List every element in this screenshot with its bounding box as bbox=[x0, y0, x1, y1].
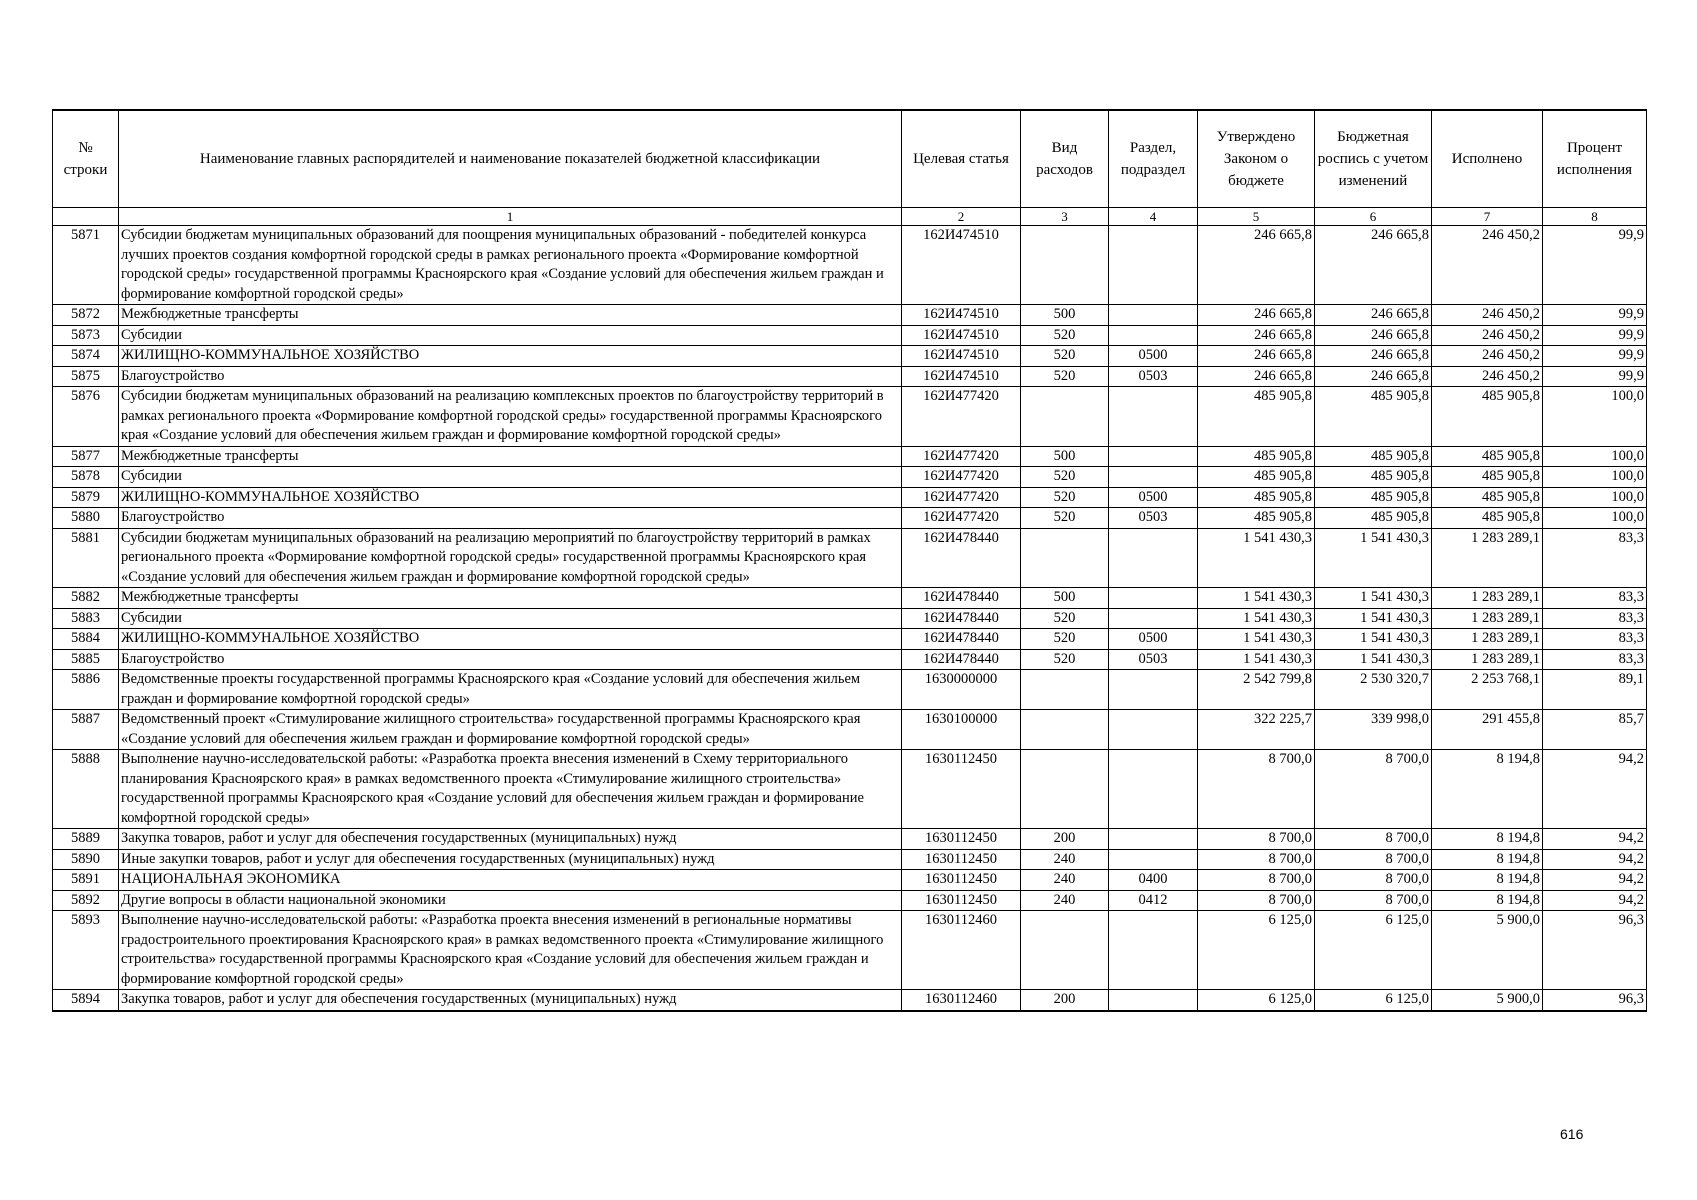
target-article-cell: 1630100000 bbox=[902, 710, 1021, 750]
executed-amount-cell: 5 900,0 bbox=[1432, 990, 1543, 1011]
approved-amount-cell: 8 700,0 bbox=[1198, 829, 1315, 850]
section-cell bbox=[1109, 608, 1198, 629]
row-name-cell: Субсидии bbox=[119, 467, 902, 488]
percent-cell: 100,0 bbox=[1543, 487, 1647, 508]
budget-amount-cell: 485 905,8 bbox=[1315, 387, 1432, 447]
executed-amount-cell: 485 905,8 bbox=[1432, 467, 1543, 488]
section-cell bbox=[1109, 670, 1198, 710]
expense-type-cell: 520 bbox=[1021, 629, 1109, 650]
percent-cell: 83,3 bbox=[1543, 649, 1647, 670]
section-cell: 0503 bbox=[1109, 508, 1198, 529]
executed-amount-cell: 8 194,8 bbox=[1432, 870, 1543, 891]
row-number-cell: 5891 bbox=[53, 870, 119, 891]
row-number-cell: 5872 bbox=[53, 305, 119, 326]
executed-amount-cell: 8 194,8 bbox=[1432, 890, 1543, 911]
approved-amount-cell: 485 905,8 bbox=[1198, 508, 1315, 529]
row-number-cell: 5893 bbox=[53, 911, 119, 990]
expense-type-cell: 520 bbox=[1021, 325, 1109, 346]
executed-amount-cell: 246 450,2 bbox=[1432, 346, 1543, 367]
table-row bbox=[53, 608, 1647, 629]
row-number-cell: 5885 bbox=[53, 649, 119, 670]
table-body bbox=[53, 226, 1647, 1011]
row-name-cell: Межбюджетные трансферты bbox=[119, 588, 902, 609]
executed-amount-cell: 8 194,8 bbox=[1432, 750, 1543, 829]
executed-amount-cell: 1 283 289,1 bbox=[1432, 528, 1543, 588]
approved-amount-cell: 485 905,8 bbox=[1198, 487, 1315, 508]
budget-amount-cell: 8 700,0 bbox=[1315, 890, 1432, 911]
section-cell: 0412 bbox=[1109, 890, 1198, 911]
approved-amount-cell: 485 905,8 bbox=[1198, 387, 1315, 447]
row-name-cell: Иные закупки товаров, работ и услуг для обеспечения государственных (муниципальных) нужд bbox=[119, 849, 902, 870]
target-article-cell: 162И477420 bbox=[902, 467, 1021, 488]
table-row bbox=[53, 446, 1647, 467]
section-cell: 0503 bbox=[1109, 366, 1198, 387]
expense-type-cell: 240 bbox=[1021, 849, 1109, 870]
approved-amount-cell: 485 905,8 bbox=[1198, 446, 1315, 467]
percent-cell: 100,0 bbox=[1543, 446, 1647, 467]
executed-amount-cell: 1 283 289,1 bbox=[1432, 629, 1543, 650]
section-cell bbox=[1109, 750, 1198, 829]
budget-amount-cell: 1 541 430,3 bbox=[1315, 528, 1432, 588]
section-cell bbox=[1109, 387, 1198, 447]
approved-amount-cell: 1 541 430,3 bbox=[1198, 608, 1315, 629]
target-article-cell: 162И474510 bbox=[902, 366, 1021, 387]
table-row bbox=[53, 366, 1647, 387]
section-cell bbox=[1109, 446, 1198, 467]
percent-cell: 100,0 bbox=[1543, 387, 1647, 447]
budget-amount-cell: 2 530 320,7 bbox=[1315, 670, 1432, 710]
percent-cell: 94,2 bbox=[1543, 890, 1647, 911]
row-name-cell: ЖИЛИЩНО-КОММУНАЛЬНОЕ ХОЗЯЙСТВО bbox=[119, 346, 902, 367]
percent-cell: 99,9 bbox=[1543, 346, 1647, 367]
target-article-cell: 162И478440 bbox=[902, 629, 1021, 650]
percent-cell: 83,3 bbox=[1543, 629, 1647, 650]
table-row bbox=[53, 487, 1647, 508]
row-name-cell: Благоустройство bbox=[119, 649, 902, 670]
approved-amount-cell: 246 665,8 bbox=[1198, 226, 1315, 305]
section-cell bbox=[1109, 911, 1198, 990]
approved-amount-cell: 322 225,7 bbox=[1198, 710, 1315, 750]
page-number: 616 bbox=[1560, 1126, 1584, 1142]
row-name-cell: Благоустройство bbox=[119, 366, 902, 387]
percent-cell: 99,9 bbox=[1543, 226, 1647, 305]
section-cell: 0500 bbox=[1109, 346, 1198, 367]
target-article-cell: 162И477420 bbox=[902, 508, 1021, 529]
target-article-cell: 162И477420 bbox=[902, 446, 1021, 467]
expense-type-cell: 520 bbox=[1021, 508, 1109, 529]
row-name-cell: Выполнение научно-исследовательской работы: «Разработка проекта внесения изменений в региональные нормативы градостроительного проектирования Красноярского края» в рамках ведомственного проекта «Стимулирование жилищного строительства» государственной программы Красноярского края «Создание условий для обеспечения жильем граждан и формирование комфортной городской среды» bbox=[119, 911, 902, 990]
approved-amount-cell: 1 541 430,3 bbox=[1198, 649, 1315, 670]
expense-type-cell: 520 bbox=[1021, 487, 1109, 508]
section-cell bbox=[1109, 990, 1198, 1011]
budget-amount-cell: 6 125,0 bbox=[1315, 990, 1432, 1011]
expense-type-cell: 500 bbox=[1021, 446, 1109, 467]
executed-amount-cell: 2 253 768,1 bbox=[1432, 670, 1543, 710]
budget-amount-cell: 246 665,8 bbox=[1315, 226, 1432, 305]
budget-amount-cell: 246 665,8 bbox=[1315, 346, 1432, 367]
section-cell bbox=[1109, 588, 1198, 609]
section-cell bbox=[1109, 467, 1198, 488]
section-cell bbox=[1109, 829, 1198, 850]
budget-amount-cell: 246 665,8 bbox=[1315, 366, 1432, 387]
column-numbers-row bbox=[53, 208, 1647, 226]
row-name-cell: Ведомственный проект «Стимулирование жилищного строительства» государственной программы Красноярского края «Создание условий для обеспечения жильем граждан и формирование комфортной городской среды» bbox=[119, 710, 902, 750]
executed-amount-cell: 246 450,2 bbox=[1432, 226, 1543, 305]
target-article-cell: 162И477420 bbox=[902, 487, 1021, 508]
percent-cell: 99,9 bbox=[1543, 305, 1647, 326]
budget-amount-cell: 8 700,0 bbox=[1315, 829, 1432, 850]
target-article-cell: 1630000000 bbox=[902, 670, 1021, 710]
table-row bbox=[53, 829, 1647, 850]
row-number-cell: 5888 bbox=[53, 750, 119, 829]
table-row bbox=[53, 629, 1647, 650]
target-article-cell: 1630112450 bbox=[902, 890, 1021, 911]
table-row bbox=[53, 528, 1647, 588]
header-percent: Процент исполнения bbox=[1543, 110, 1647, 208]
expense-type-cell: 520 bbox=[1021, 649, 1109, 670]
table-row bbox=[53, 649, 1647, 670]
row-number-cell: 5877 bbox=[53, 446, 119, 467]
approved-amount-cell: 8 700,0 bbox=[1198, 890, 1315, 911]
expense-type-cell: 500 bbox=[1021, 588, 1109, 609]
table-row bbox=[53, 710, 1647, 750]
executed-amount-cell: 8 194,8 bbox=[1432, 849, 1543, 870]
expense-type-cell bbox=[1021, 670, 1109, 710]
row-number-cell: 5889 bbox=[53, 829, 119, 850]
executed-amount-cell: 246 450,2 bbox=[1432, 325, 1543, 346]
budget-table bbox=[52, 109, 1647, 1012]
section-cell: 0503 bbox=[1109, 649, 1198, 670]
header-executed: Исполнено bbox=[1432, 110, 1543, 208]
header-budget-list: Бюджетная роспись с учетом изменений bbox=[1315, 110, 1432, 208]
column-number: 2 bbox=[902, 208, 1021, 226]
target-article-cell: 162И474510 bbox=[902, 305, 1021, 326]
row-name-cell: Межбюджетные трансферты bbox=[119, 305, 902, 326]
expense-type-cell: 520 bbox=[1021, 608, 1109, 629]
row-number-cell: 5880 bbox=[53, 508, 119, 529]
column-number: 7 bbox=[1432, 208, 1543, 226]
approved-amount-cell: 1 541 430,3 bbox=[1198, 629, 1315, 650]
row-number-cell: 5879 bbox=[53, 487, 119, 508]
executed-amount-cell: 1 283 289,1 bbox=[1432, 608, 1543, 629]
approved-amount-cell: 246 665,8 bbox=[1198, 305, 1315, 326]
row-name-cell: НАЦИОНАЛЬНАЯ ЭКОНОМИКА bbox=[119, 870, 902, 891]
expense-type-cell: 240 bbox=[1021, 890, 1109, 911]
percent-cell: 94,2 bbox=[1543, 829, 1647, 850]
budget-amount-cell: 6 125,0 bbox=[1315, 911, 1432, 990]
row-name-cell: Субсидии бюджетам муниципальных образований на реализацию мероприятий по благоустройству территорий в рамках регионального проекта «Формирование комфортной городской среды» государственной программы Красноярского края «Создание условий для обеспечения жильем граждан и формирование комфортной городской среды» bbox=[119, 528, 902, 588]
row-name-cell: Закупка товаров, работ и услуг для обеспечения государственных (муниципальных) нужд bbox=[119, 990, 902, 1011]
executed-amount-cell: 8 194,8 bbox=[1432, 829, 1543, 850]
header-approved: Утверждено Законом о бюджете bbox=[1198, 110, 1315, 208]
column-number-blank bbox=[53, 208, 119, 226]
row-number-cell: 5892 bbox=[53, 890, 119, 911]
executed-amount-cell: 246 450,2 bbox=[1432, 305, 1543, 326]
row-name-cell: Межбюджетные трансферты bbox=[119, 446, 902, 467]
table-row bbox=[53, 325, 1647, 346]
percent-cell: 83,3 bbox=[1543, 608, 1647, 629]
row-name-cell: Субсидии бюджетам муниципальных образований для поощрения муниципальных образований - победителей конкурса лучших проектов создания комфортной городской среды в рамках регионального проекта «Формирование комфортной городской среды» государственной программы Красноярского края «Создание условий для обеспечения жильем граждан и формирование комфортной городской среды» bbox=[119, 226, 902, 305]
target-article-cell: 1630112460 bbox=[902, 911, 1021, 990]
expense-type-cell bbox=[1021, 387, 1109, 447]
row-name-cell: Субсидии bbox=[119, 608, 902, 629]
expense-type-cell: 520 bbox=[1021, 366, 1109, 387]
expense-type-cell: 200 bbox=[1021, 829, 1109, 850]
budget-amount-cell: 485 905,8 bbox=[1315, 487, 1432, 508]
percent-cell: 85,7 bbox=[1543, 710, 1647, 750]
row-name-cell: Субсидии бюджетам муниципальных образований на реализацию комплексных проектов по благоустройству территорий в рамках регионального проекта «Формирование комфортной городской среды» государственной программы Красноярского края «Создание условий для обеспечения жильем граждан и формирование комфортной городской среды» bbox=[119, 387, 902, 447]
budget-amount-cell: 485 905,8 bbox=[1315, 467, 1432, 488]
row-name-cell: Закупка товаров, работ и услуг для обеспечения государственных (муниципальных) нужд bbox=[119, 829, 902, 850]
row-number-cell: 5873 bbox=[53, 325, 119, 346]
percent-cell: 99,9 bbox=[1543, 325, 1647, 346]
row-number-cell: 5887 bbox=[53, 710, 119, 750]
table-row bbox=[53, 305, 1647, 326]
row-name-cell: Выполнение научно-исследовательской работы: «Разработка проекта внесения изменений в Схему территориального планирования Красноярского края» в рамках ведомственного проекта «Стимулирование жилищного строительства» государственной программы Красноярского края «Создание условий для обеспечения жильем граждан и формирование комфортной городской среды» bbox=[119, 750, 902, 829]
executed-amount-cell: 291 455,8 bbox=[1432, 710, 1543, 750]
column-number: 8 bbox=[1543, 208, 1647, 226]
expense-type-cell: 200 bbox=[1021, 990, 1109, 1011]
budget-amount-cell: 246 665,8 bbox=[1315, 305, 1432, 326]
target-article-cell: 1630112450 bbox=[902, 870, 1021, 891]
budget-amount-cell: 1 541 430,3 bbox=[1315, 649, 1432, 670]
table-row bbox=[53, 990, 1647, 1011]
section-cell: 0500 bbox=[1109, 629, 1198, 650]
budget-amount-cell: 8 700,0 bbox=[1315, 870, 1432, 891]
percent-cell: 83,3 bbox=[1543, 588, 1647, 609]
budget-amount-cell: 1 541 430,3 bbox=[1315, 608, 1432, 629]
row-name-cell: Другие вопросы в области национальной экономики bbox=[119, 890, 902, 911]
column-number: 3 bbox=[1021, 208, 1109, 226]
target-article-cell: 1630112450 bbox=[902, 750, 1021, 829]
column-number: 5 bbox=[1198, 208, 1315, 226]
approved-amount-cell: 8 700,0 bbox=[1198, 849, 1315, 870]
approved-amount-cell: 8 700,0 bbox=[1198, 750, 1315, 829]
column-number: 1 bbox=[119, 208, 902, 226]
target-article-cell: 1630112450 bbox=[902, 829, 1021, 850]
row-number-cell: 5883 bbox=[53, 608, 119, 629]
row-name-cell: Благоустройство bbox=[119, 508, 902, 529]
approved-amount-cell: 246 665,8 bbox=[1198, 346, 1315, 367]
target-article-cell: 162И474510 bbox=[902, 325, 1021, 346]
column-number: 4 bbox=[1109, 208, 1198, 226]
table-row bbox=[53, 849, 1647, 870]
column-number: 6 bbox=[1315, 208, 1432, 226]
budget-amount-cell: 8 700,0 bbox=[1315, 849, 1432, 870]
budget-amount-cell: 1 541 430,3 bbox=[1315, 629, 1432, 650]
budget-amount-cell: 339 998,0 bbox=[1315, 710, 1432, 750]
executed-amount-cell: 1 283 289,1 bbox=[1432, 649, 1543, 670]
budget-amount-cell: 1 541 430,3 bbox=[1315, 588, 1432, 609]
section-cell bbox=[1109, 849, 1198, 870]
percent-cell: 100,0 bbox=[1543, 508, 1647, 529]
table-row bbox=[53, 911, 1647, 990]
table-row bbox=[53, 890, 1647, 911]
approved-amount-cell: 1 541 430,3 bbox=[1198, 528, 1315, 588]
budget-amount-cell: 8 700,0 bbox=[1315, 750, 1432, 829]
percent-cell: 94,2 bbox=[1543, 870, 1647, 891]
expense-type-cell bbox=[1021, 750, 1109, 829]
percent-cell: 89,1 bbox=[1543, 670, 1647, 710]
expense-type-cell: 520 bbox=[1021, 346, 1109, 367]
row-number-cell: 5886 bbox=[53, 670, 119, 710]
table-row bbox=[53, 226, 1647, 305]
budget-amount-cell: 246 665,8 bbox=[1315, 325, 1432, 346]
table-row bbox=[53, 508, 1647, 529]
approved-amount-cell: 2 542 799,8 bbox=[1198, 670, 1315, 710]
percent-cell: 96,3 bbox=[1543, 990, 1647, 1011]
executed-amount-cell: 5 900,0 bbox=[1432, 911, 1543, 990]
row-number-cell: 5876 bbox=[53, 387, 119, 447]
approved-amount-cell: 6 125,0 bbox=[1198, 911, 1315, 990]
header-expense-type: Вид расходов bbox=[1021, 110, 1109, 208]
expense-type-cell bbox=[1021, 911, 1109, 990]
row-number-cell: 5874 bbox=[53, 346, 119, 367]
table-row bbox=[53, 670, 1647, 710]
section-cell bbox=[1109, 710, 1198, 750]
approved-amount-cell: 485 905,8 bbox=[1198, 467, 1315, 488]
percent-cell: 99,9 bbox=[1543, 366, 1647, 387]
row-number-cell: 5884 bbox=[53, 629, 119, 650]
approved-amount-cell: 6 125,0 bbox=[1198, 990, 1315, 1011]
executed-amount-cell: 485 905,8 bbox=[1432, 446, 1543, 467]
target-article-cell: 162И474510 bbox=[902, 346, 1021, 367]
executed-amount-cell: 246 450,2 bbox=[1432, 366, 1543, 387]
row-number-cell: 5882 bbox=[53, 588, 119, 609]
percent-cell: 94,2 bbox=[1543, 849, 1647, 870]
row-number-cell: 5894 bbox=[53, 990, 119, 1011]
budget-amount-cell: 485 905,8 bbox=[1315, 508, 1432, 529]
approved-amount-cell: 246 665,8 bbox=[1198, 366, 1315, 387]
table-row bbox=[53, 750, 1647, 829]
percent-cell: 96,3 bbox=[1543, 911, 1647, 990]
header-row-number: № строки bbox=[53, 110, 119, 208]
executed-amount-cell: 1 283 289,1 bbox=[1432, 588, 1543, 609]
target-article-cell: 162И478440 bbox=[902, 608, 1021, 629]
row-name-cell: Субсидии bbox=[119, 325, 902, 346]
expense-type-cell: 520 bbox=[1021, 467, 1109, 488]
row-number-cell: 5890 bbox=[53, 849, 119, 870]
row-number-cell: 5871 bbox=[53, 226, 119, 305]
percent-cell: 100,0 bbox=[1543, 467, 1647, 488]
target-article-cell: 162И474510 bbox=[902, 226, 1021, 305]
target-article-cell: 162И478440 bbox=[902, 528, 1021, 588]
section-cell bbox=[1109, 325, 1198, 346]
executed-amount-cell: 485 905,8 bbox=[1432, 508, 1543, 529]
row-number-cell: 5878 bbox=[53, 467, 119, 488]
section-cell bbox=[1109, 528, 1198, 588]
header-name: Наименование главных распорядителей и наименование показателей бюджетной классификации bbox=[119, 110, 902, 208]
row-number-cell: 5881 bbox=[53, 528, 119, 588]
percent-cell: 83,3 bbox=[1543, 528, 1647, 588]
row-name-cell: ЖИЛИЩНО-КОММУНАЛЬНОЕ ХОЗЯЙСТВО bbox=[119, 629, 902, 650]
target-article-cell: 162И478440 bbox=[902, 649, 1021, 670]
table-header-row bbox=[53, 110, 1647, 208]
expense-type-cell: 500 bbox=[1021, 305, 1109, 326]
approved-amount-cell: 246 665,8 bbox=[1198, 325, 1315, 346]
section-cell: 0500 bbox=[1109, 487, 1198, 508]
expense-type-cell bbox=[1021, 226, 1109, 305]
percent-cell: 94,2 bbox=[1543, 750, 1647, 829]
target-article-cell: 162И477420 bbox=[902, 387, 1021, 447]
section-cell: 0400 bbox=[1109, 870, 1198, 891]
budget-amount-cell: 485 905,8 bbox=[1315, 446, 1432, 467]
target-article-cell: 162И478440 bbox=[902, 588, 1021, 609]
expense-type-cell bbox=[1021, 528, 1109, 588]
section-cell bbox=[1109, 226, 1198, 305]
executed-amount-cell: 485 905,8 bbox=[1432, 387, 1543, 447]
header-section: Раздел, подраздел bbox=[1109, 110, 1198, 208]
expense-type-cell: 240 bbox=[1021, 870, 1109, 891]
approved-amount-cell: 1 541 430,3 bbox=[1198, 588, 1315, 609]
executed-amount-cell: 485 905,8 bbox=[1432, 487, 1543, 508]
target-article-cell: 1630112450 bbox=[902, 849, 1021, 870]
table-row bbox=[53, 870, 1647, 891]
target-article-cell: 1630112460 bbox=[902, 990, 1021, 1011]
table-row bbox=[53, 346, 1647, 367]
table-row bbox=[53, 387, 1647, 447]
section-cell bbox=[1109, 305, 1198, 326]
row-name-cell: Ведомственные проекты государственной программы Красноярского края «Создание условий для обеспечения жильем граждан и формирование комфортной городской среды» bbox=[119, 670, 902, 710]
row-number-cell: 5875 bbox=[53, 366, 119, 387]
table-row bbox=[53, 467, 1647, 488]
expense-type-cell bbox=[1021, 710, 1109, 750]
approved-amount-cell: 8 700,0 bbox=[1198, 870, 1315, 891]
row-name-cell: ЖИЛИЩНО-КОММУНАЛЬНОЕ ХОЗЯЙСТВО bbox=[119, 487, 902, 508]
header-target-article: Целевая статья bbox=[902, 110, 1021, 208]
table-row bbox=[53, 588, 1647, 609]
